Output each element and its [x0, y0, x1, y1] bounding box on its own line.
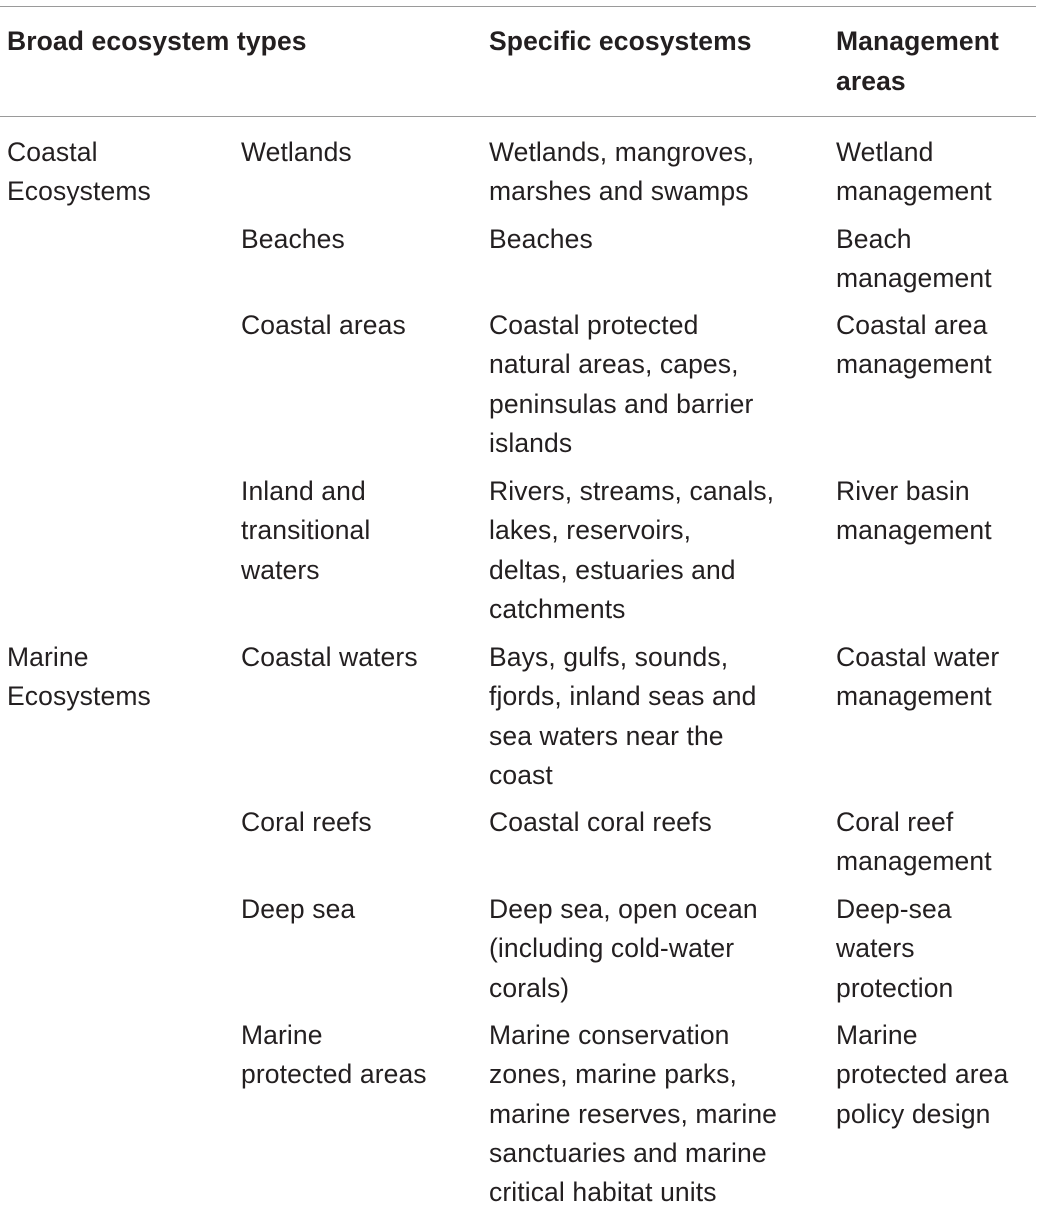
management-area-cell: River basin management [836, 476, 992, 546]
header-management-areas: Management areas [836, 26, 999, 96]
ecosystem-type-cell: Coral reefs [241, 807, 372, 837]
header-broad-ecosystem-types: Broad ecosystem types [7, 26, 307, 56]
management-area-cell: Coral reef management [836, 807, 992, 877]
management-area-cell: Deep-sea waters protection [836, 894, 954, 1003]
ecosystem-type-cell: Marine protected areas [241, 1020, 427, 1090]
group-label-coastal-ecosystems: Coastal Ecosystems [7, 137, 151, 207]
management-area-cell: Coastal area management [836, 310, 992, 380]
ecosystem-type-cell: Deep sea [241, 894, 356, 924]
ecosystem-type-cell: Coastal areas [241, 310, 406, 340]
specific-ecosystems-cell: Deep sea, open ocean (including cold-water corals) [489, 894, 758, 1003]
specific-ecosystems-cell: Coastal coral reefs [489, 807, 712, 837]
management-area-cell: Beach management [836, 224, 992, 294]
specific-ecosystems-cell: Bays, gulfs, sounds, fjords, inland seas and sea waters near the coast [489, 642, 757, 790]
specific-ecosystems-cell: Beaches [489, 224, 593, 254]
top-rule [0, 6, 1036, 7]
specific-ecosystems-cell: Rivers, streams, canals, lakes, reservoirs, deltas, estuaries and catchments [489, 476, 775, 624]
specific-ecosystems-cell: Coastal protected natural areas, capes, peninsulas and barrier islands [489, 310, 754, 458]
ecosystem-type-cell: Coastal waters [241, 642, 418, 672]
management-area-cell: Wetland management [836, 137, 992, 207]
management-area-cell: Marine protected area policy design [836, 1020, 1009, 1129]
specific-ecosystems-cell: Wetlands, mangroves, marshes and swamps [489, 137, 755, 207]
specific-ecosystems-cell: Marine conservation zones, marine parks, marine reserves, marine sanctuaries and marine critical habitat units [489, 1020, 778, 1208]
ecosystem-type-cell: Beaches [241, 224, 345, 254]
header-rule [0, 116, 1036, 117]
ecosystem-type-cell: Wetlands [241, 137, 352, 167]
management-area-cell: Coastal water management [836, 642, 1000, 712]
ecosystem-type-cell: Inland and transitional waters [241, 476, 371, 585]
header-specific-ecosystems: Specific ecosystems [489, 26, 752, 56]
group-label-marine-ecosystems: Marine Ecosystems [7, 642, 151, 712]
